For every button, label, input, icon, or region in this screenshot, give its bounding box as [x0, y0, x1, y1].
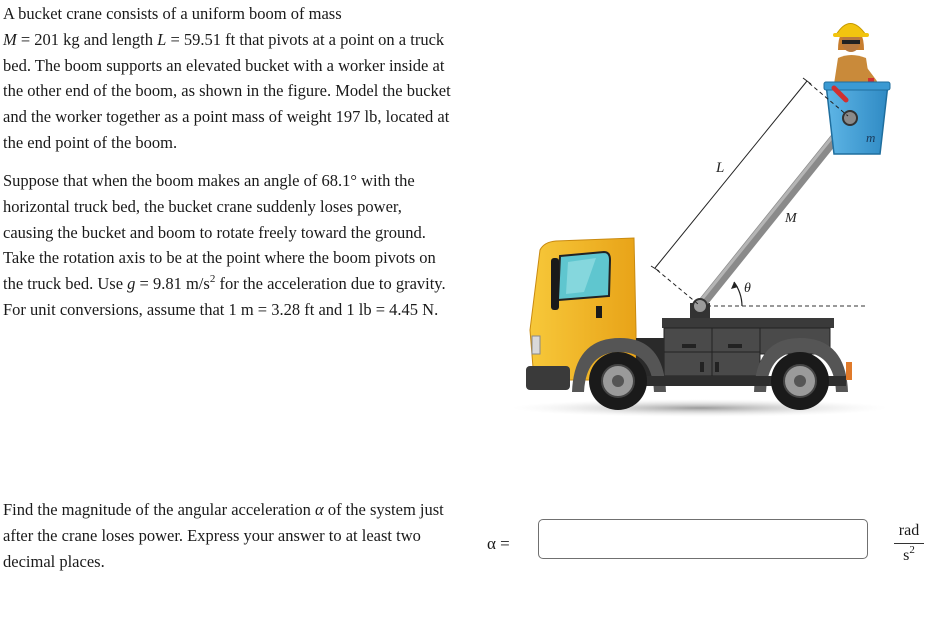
p3-text-b: of the system just after the crane loses power. Express your answer to at least two decimal places.: [3, 500, 444, 571]
box-handle: [682, 344, 696, 348]
box-handle: [728, 344, 742, 348]
label-m: m: [866, 130, 876, 145]
problem-paragraph-1: [3, 1, 453, 156]
unit-denominator: [892, 543, 926, 566]
p2-text-a: Suppose that when the boom makes an angle of 68.1° with the horizontal truck bed, the bucket crane suddenly loses power, causing the bucket and boom to rotate freely toward the ground. Take the rotation axis to be at the point where the boom pivots on the truck bed. Use: [3, 171, 436, 294]
unit-denominator-base: s: [903, 547, 910, 564]
bucket-truck-figure: [510, 8, 895, 420]
boom-highlight: [698, 115, 850, 304]
worker: [833, 24, 874, 85]
extension-line-bottom: [657, 270, 698, 304]
side-mirror: [551, 258, 559, 310]
p1-text-c: = 59.51 ft that pivots at a point on a truck bed. The boom supports an elevated bucket with a worker inside at the other end of the boom, as shown in the figure. Model the bucket and the worker together as a point mass of weight 197 lb, located at the end point of the boom.: [3, 29, 451, 152]
bucket-pivot: [843, 111, 857, 125]
problem-paragraph-2: [3, 168, 453, 323]
boom: [700, 117, 852, 306]
symbol-g: g: [127, 274, 136, 294]
ground-shadow: [512, 399, 888, 417]
symbol-alpha: α: [315, 500, 324, 519]
tail-light: [846, 362, 852, 380]
p3-text-a: Find the magnitude of the angular acceleration: [3, 500, 316, 519]
p1-text-b: = 201 kg and length: [16, 29, 158, 49]
front-wheel: [589, 352, 647, 410]
label-L: L: [716, 160, 725, 176]
box-latch: [715, 362, 719, 372]
length-dimension-line: [655, 81, 807, 268]
unit-denominator-exponent: 2: [909, 543, 915, 556]
p1-text-a: A bucket crane consists of a uniform boom of mass: [3, 4, 342, 23]
p2-text-b: = 9.81 m/s: [135, 274, 210, 294]
unit-fraction: [892, 521, 926, 566]
label-theta: θ: [744, 281, 751, 296]
symbol-L: L: [157, 29, 167, 49]
label-M: M: [785, 211, 797, 226]
p2-superscript: 2: [209, 272, 216, 285]
front-bumper: [526, 366, 570, 390]
door-handle: [596, 306, 602, 318]
answer-row: [0, 510, 936, 580]
truck-bed-top: [662, 318, 834, 328]
rear-wheel: [771, 352, 829, 410]
symbol-M: M: [3, 29, 17, 49]
headlight: [532, 336, 540, 354]
box-latch: [700, 362, 704, 372]
answer-input[interactable]: [538, 519, 868, 559]
alpha-label: α =: [487, 534, 510, 553]
p2-text-c: for the acceleration due to gravity. For unit conversions, assume that 1 m = 3.28 ft and 1 lb = 4.45 N.: [3, 274, 446, 319]
unit-numerator: rad: [898, 522, 920, 539]
